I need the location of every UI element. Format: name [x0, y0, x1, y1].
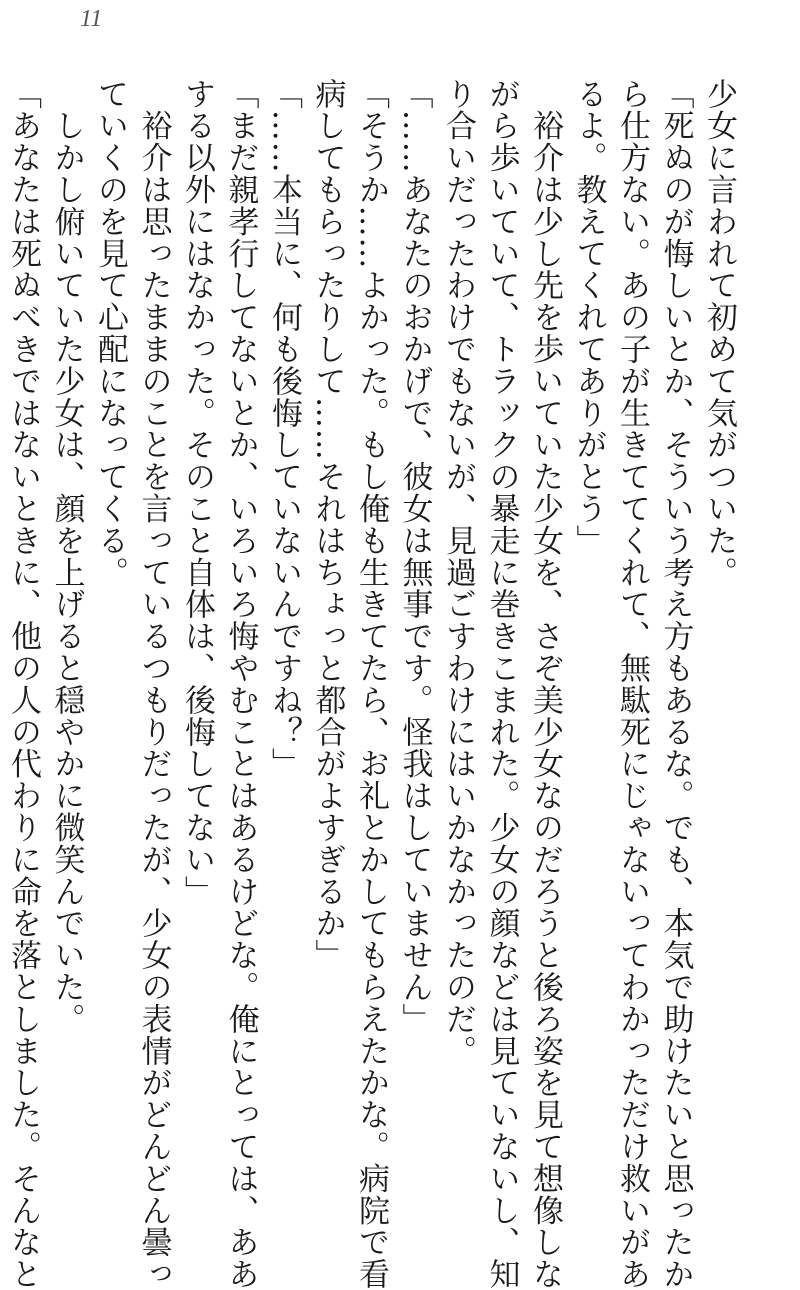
page-number: 11	[80, 6, 103, 32]
text-line: しかし俯いていた少女は、顔を上げると穏やかに微笑んでいた。	[48, 78, 85, 1035]
text-line: 「そうか……よかった。もし俺も生きてたら、お礼とかしてもらえたかな。病院で看	[353, 78, 389, 1290]
text-line: する以外にはなかった。そのこと自体は、後悔してない」	[179, 78, 215, 908]
text-line: 裕介は思ったままのことを言っているつもりだったが、少女の表情がどんどん曇っ	[135, 78, 172, 1290]
text-line: 裕介は少し先を歩いていた少女を、さぞ美少女なのだろうと後ろ姿を見て想像しな	[527, 78, 563, 1290]
text-line: 少女に言われて初めて気がついた。	[701, 78, 737, 589]
text-line: り合いだったわけでもないが、見過ごすわけにはいかなかったのだ。	[440, 78, 476, 1067]
text-line: るよ。教えてくれてありがとう」	[570, 78, 607, 557]
text-line: ていくのを見て心配になってくる。	[92, 78, 128, 589]
text-line: がら歩いていて、トラックの暴走に巻きこまれた。少女の顔などは見ていないし、知	[483, 78, 520, 1290]
vertical-text-body	[1, 78, 741, 1290]
text-line: 「まだ親孝行してないとか、いろいろ悔やむことはあるけどな。俺にとっては、ああ	[222, 78, 259, 1290]
text-line: ら仕方ない。あの子が生きててくれて、無駄死にじゃないってわかっただけ救いがあ	[614, 78, 650, 1290]
text-line: 病してもらったりして……それはちょっと都合がよすぎるか」	[309, 78, 346, 972]
text-line: 「死ぬのが悔しいとか、そういう考え方もあるな。でも、本気で助けたいと思ったか	[657, 78, 694, 1290]
text-line: 「あなたは死ぬべきではないときに、他の人の代わりに命を落としました。そんなと	[5, 78, 41, 1290]
text-line: 「……本当に、何も後悔していないんですね？」	[266, 78, 302, 780]
text-line: 「……あなたのおかげで、彼女は無事です。怪我はしていません」	[396, 78, 433, 1035]
